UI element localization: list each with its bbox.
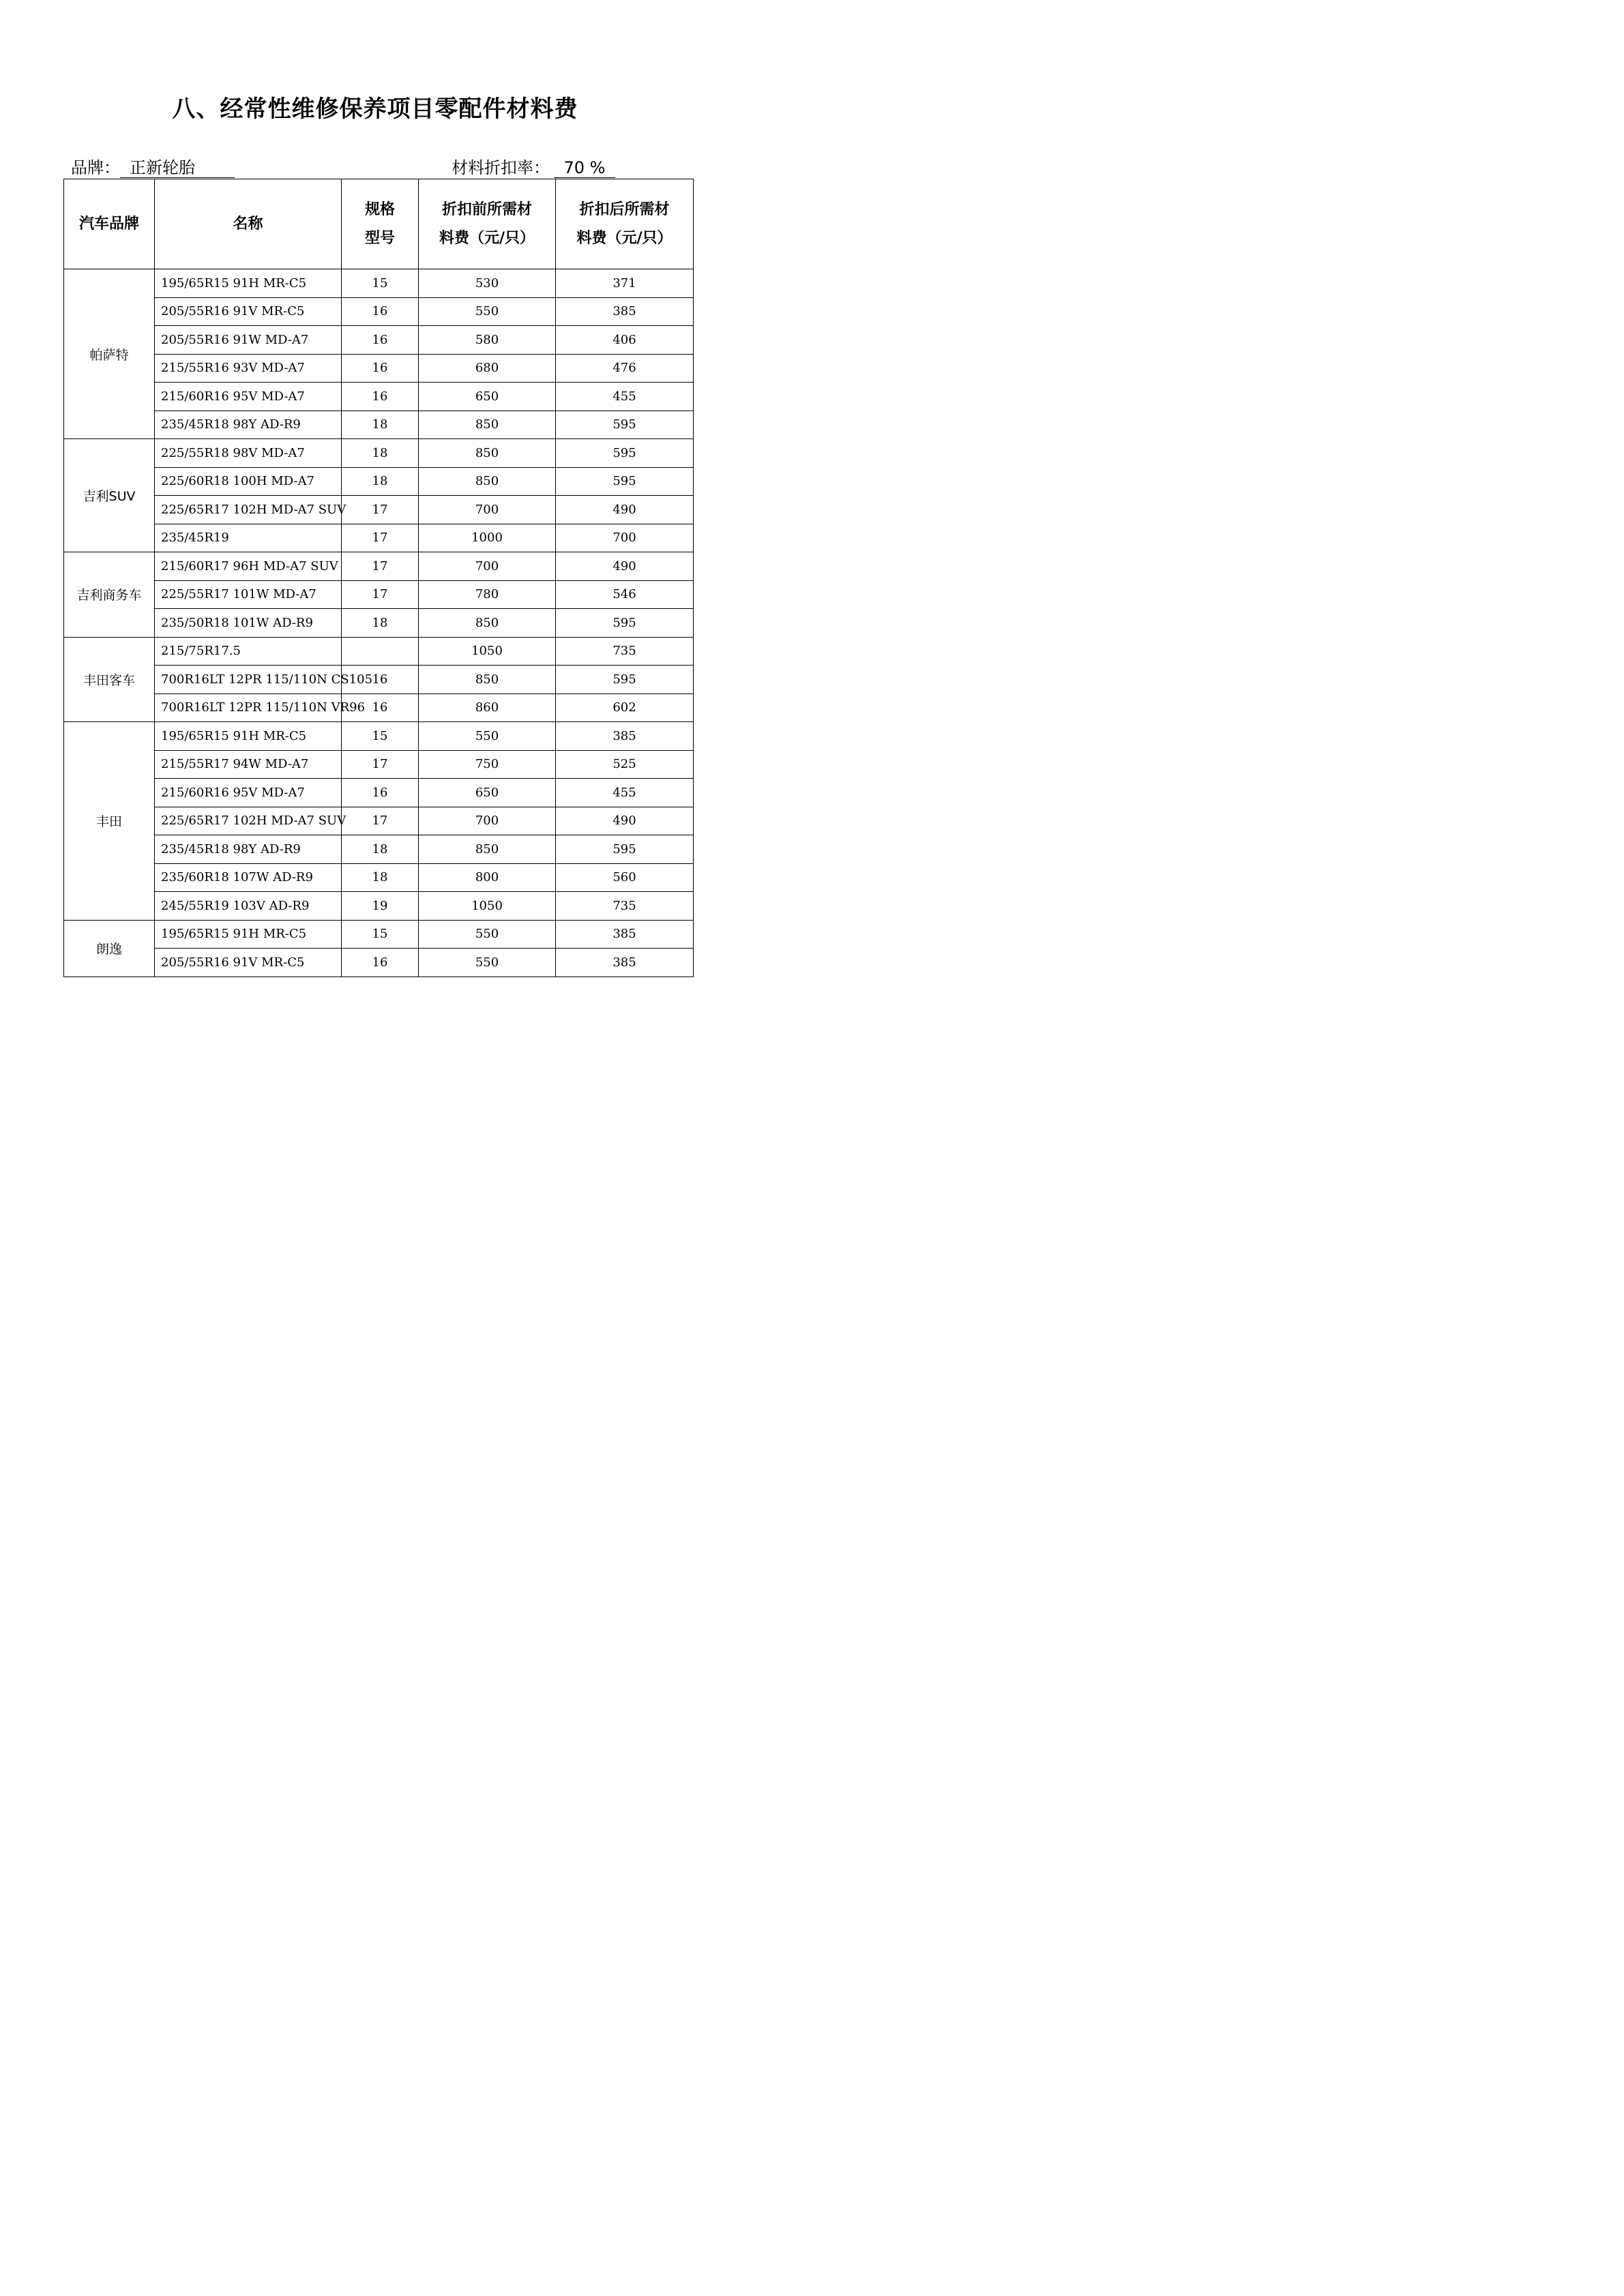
price-before-cell: 750 [419,750,556,779]
table-row [64,524,694,552]
price-before-cell: 850 [419,411,556,439]
price-before-cell: 700 [419,552,556,581]
price-after-cell: 406 [556,326,694,355]
price-before-cell: 780 [419,580,556,609]
car-brand-cell: 朗逸 [64,920,155,976]
price-after-cell: 476 [556,354,694,383]
name-cell: 195/65R15 91H MR-C5 [155,269,342,298]
name-cell: 235/50R18 101W AD-R9 [155,609,342,638]
spec-cell: 16 [342,383,419,411]
price-before-cell: 650 [419,779,556,807]
discount-value: 70 % [554,158,615,178]
car-brand-cell: 吉利SUV [64,439,155,552]
price-before-cell: 680 [419,354,556,383]
price-after-cell: 595 [556,609,694,638]
table-row [64,354,694,383]
table-row [64,779,694,807]
price-after-cell: 546 [556,580,694,609]
name-cell: 205/55R16 91V MR-C5 [155,297,342,326]
spec-cell: 15 [342,722,419,751]
name-cell: 215/60R16 95V MD-A7 [155,779,342,807]
price-after-cell: 560 [556,863,694,892]
name-cell: 700R16LT 12PR 115/110N CS105 [155,666,342,694]
price-after-cell: 385 [556,949,694,977]
header-row [64,179,694,269]
name-cell: 225/65R17 102H MD-A7 SUV [155,807,342,835]
name-cell: 225/65R17 102H MD-A7 SUV [155,496,342,524]
price-after-cell: 595 [556,411,694,439]
table-row [64,297,694,326]
name-cell: 225/55R17 101W MD-A7 [155,580,342,609]
spec-cell: 18 [342,467,419,496]
name-cell: 215/75R17.5 [155,637,342,666]
price-after-cell: 525 [556,750,694,779]
car-brand-cell: 丰田客车 [64,637,155,722]
spec-cell: 18 [342,439,419,468]
table-row [64,496,694,524]
price-before-cell: 850 [419,609,556,638]
header-after-line1: 折扣后所需材 [579,200,670,218]
name-cell: 225/55R18 98V MD-A7 [155,439,342,468]
header-after-line2: 料费（元/只） [576,229,673,247]
parts-cost-table [63,179,694,977]
name-cell: 245/55R19 103V AD-R9 [155,892,342,921]
table-body [64,269,694,977]
brand-label: 品牌： [71,158,120,177]
price-before-cell: 800 [419,863,556,892]
spec-cell: 17 [342,552,419,581]
price-after-cell: 735 [556,637,694,666]
spec-cell: 16 [342,326,419,355]
price-before-cell: 650 [419,383,556,411]
spec-cell: 17 [342,524,419,552]
header-after-discount [556,179,694,269]
header-spec [342,179,419,269]
price-after-cell: 455 [556,779,694,807]
price-before-cell: 550 [419,920,556,949]
table-row [64,807,694,835]
name-cell: 235/45R18 98Y AD-R9 [155,835,342,864]
name-cell: 205/55R16 91W MD-A7 [155,326,342,355]
name-cell: 215/60R16 95V MD-A7 [155,383,342,411]
table-row [64,694,694,722]
spec-cell: 16 [342,779,419,807]
table-row [64,411,694,439]
table-row [64,552,694,581]
table-row [64,920,694,949]
price-after-cell: 385 [556,920,694,949]
spec-cell: 19 [342,892,419,921]
name-cell: 195/65R15 91H MR-C5 [155,722,342,751]
price-after-cell: 700 [556,524,694,552]
table-row [64,835,694,864]
car-brand-cell: 丰田 [64,722,155,921]
spec-cell: 18 [342,411,419,439]
name-cell: 225/60R18 100H MD-A7 [155,467,342,496]
table-row [64,580,694,609]
price-before-cell: 860 [419,694,556,722]
header-spec-line2: 型号 [364,229,395,247]
table-row [64,750,694,779]
table-row [64,439,694,468]
price-before-cell: 850 [419,439,556,468]
price-after-cell: 490 [556,807,694,835]
price-after-cell: 455 [556,383,694,411]
header-before-line1: 折扣前所需材 [441,200,532,218]
spec-cell: 17 [342,750,419,779]
header-spec-line1: 规格 [364,200,395,218]
price-before-cell: 850 [419,835,556,864]
name-cell: 205/55R16 91V MR-C5 [155,949,342,977]
spec-cell: 16 [342,297,419,326]
car-brand-cell: 吉利商务车 [64,552,155,638]
price-after-cell: 490 [556,496,694,524]
discount-line [452,154,615,178]
spec-cell: 18 [342,609,419,638]
price-after-cell: 385 [556,297,694,326]
spec-cell: 15 [342,920,419,949]
price-before-cell: 850 [419,666,556,694]
price-before-cell: 550 [419,297,556,326]
header-car-brand: 汽车品牌 [64,179,155,269]
spec-cell [342,637,419,666]
price-before-cell: 1000 [419,524,556,552]
table-row [64,383,694,411]
price-after-cell: 735 [556,892,694,921]
spec-cell: 16 [342,949,419,977]
price-before-cell: 530 [419,269,556,298]
header-before-discount [419,179,556,269]
spec-cell: 16 [342,666,419,694]
name-cell: 215/60R17 96H MD-A7 SUV [155,552,342,581]
price-after-cell: 595 [556,439,694,468]
price-before-cell: 550 [419,949,556,977]
name-cell: 215/55R16 93V MD-A7 [155,354,342,383]
name-cell: 700R16LT 12PR 115/110N VR96 [155,694,342,722]
table-row [64,326,694,355]
table-row [64,467,694,496]
price-before-cell: 700 [419,496,556,524]
table-row [64,637,694,666]
brand-value: 正新轮胎 [120,158,235,178]
spec-cell: 18 [342,863,419,892]
table-row [64,863,694,892]
car-brand-cell: 帕萨特 [64,269,155,439]
table-row [64,609,694,638]
table-row [64,722,694,751]
price-after-cell: 595 [556,666,694,694]
spec-cell: 15 [342,269,419,298]
table-row [64,269,694,298]
price-after-cell: 385 [556,722,694,751]
price-after-cell: 595 [556,835,694,864]
price-before-cell: 580 [419,326,556,355]
spec-cell: 18 [342,835,419,864]
name-cell: 195/65R15 91H MR-C5 [155,920,342,949]
header-before-line2: 料费（元/只） [439,229,535,247]
price-before-cell: 1050 [419,892,556,921]
name-cell: 235/60R18 107W AD-R9 [155,863,342,892]
brand-line [71,154,235,178]
price-after-cell: 490 [556,552,694,581]
spec-cell: 16 [342,354,419,383]
header-name: 名称 [155,179,342,269]
price-after-cell: 602 [556,694,694,722]
name-cell: 215/55R17 94W MD-A7 [155,750,342,779]
name-cell: 235/45R19 [155,524,342,552]
spec-cell: 16 [342,694,419,722]
price-before-cell: 700 [419,807,556,835]
spec-cell: 17 [342,580,419,609]
price-before-cell: 850 [419,467,556,496]
price-after-cell: 595 [556,467,694,496]
price-after-cell: 371 [556,269,694,298]
name-cell: 235/45R18 98Y AD-R9 [155,411,342,439]
spec-cell: 17 [342,807,419,835]
spec-cell: 17 [342,496,419,524]
table-row [64,666,694,694]
price-before-cell: 1050 [419,637,556,666]
table-row [64,949,694,977]
page-title: 八、经常性维修保养项目零配件材料费 [172,95,578,123]
table-row [64,892,694,921]
price-before-cell: 550 [419,722,556,751]
discount-label: 材料折扣率： [452,158,550,177]
